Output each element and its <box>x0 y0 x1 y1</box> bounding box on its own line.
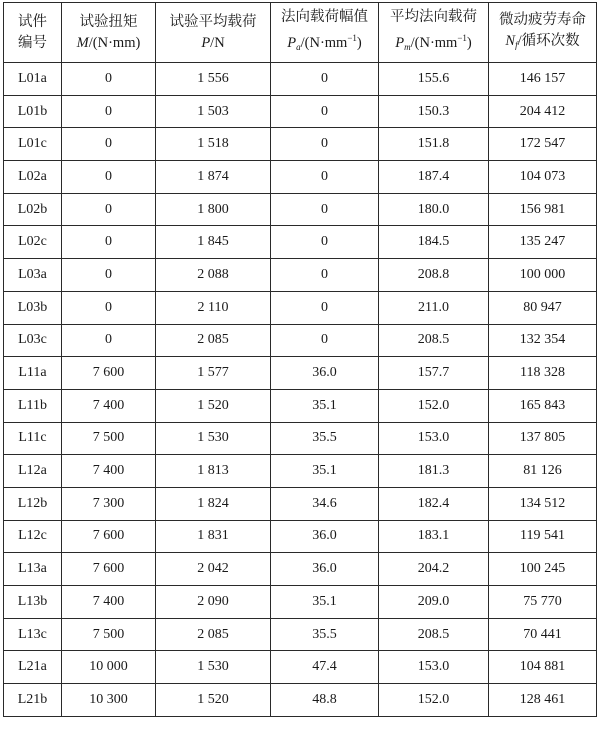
table-row <box>4 487 597 520</box>
header-specimen-id <box>4 3 62 63</box>
cell-mean-load: 1 556 <box>156 63 271 96</box>
cell-torque: 10 000 <box>62 651 156 684</box>
cell-fatigue-life: 146 157 <box>489 63 597 96</box>
cell-mean-load: 1 813 <box>156 455 271 488</box>
table-row <box>4 259 597 292</box>
cell-specimen-id: L21b <box>4 684 62 717</box>
cell-mean-load: 1 831 <box>156 520 271 553</box>
cell-specimen-id: L12c <box>4 520 62 553</box>
cell-torque: 7 600 <box>62 553 156 586</box>
cell-specimen-id: L11b <box>4 389 62 422</box>
header-superscript: −1 <box>457 33 467 43</box>
cell-mean-load: 1 530 <box>156 422 271 455</box>
header-subscript: a <box>296 42 301 52</box>
cell-mean-normal-load: 152.0 <box>379 684 489 717</box>
cell-mean-load: 2 042 <box>156 553 271 586</box>
cell-specimen-id: L01a <box>4 63 62 96</box>
cell-fatigue-life: 134 512 <box>489 487 597 520</box>
header-torque <box>62 3 156 63</box>
table-row <box>4 586 597 619</box>
cell-torque: 7 600 <box>62 357 156 390</box>
cell-mean-normal-load: 182.4 <box>379 487 489 520</box>
cell-specimen-id: L03b <box>4 291 62 324</box>
table-row <box>4 422 597 455</box>
cell-mean-normal-load: 151.8 <box>379 128 489 161</box>
table-row <box>4 684 597 717</box>
table-row <box>4 553 597 586</box>
table-row <box>4 226 597 259</box>
cell-specimen-id: L12a <box>4 455 62 488</box>
cell-fatigue-life: 135 247 <box>489 226 597 259</box>
cell-specimen-id: L13c <box>4 618 62 651</box>
cell-fatigue-life: 118 328 <box>489 357 597 390</box>
cell-mean-normal-load: 150.3 <box>379 95 489 128</box>
cell-fatigue-life: 100 000 <box>489 259 597 292</box>
cell-load-amplitude: 35.5 <box>271 618 379 651</box>
cell-torque: 0 <box>62 291 156 324</box>
header-unit: /N <box>210 34 225 51</box>
table-body <box>4 63 597 717</box>
cell-mean-normal-load: 208.5 <box>379 324 489 357</box>
cell-mean-normal-load: 181.3 <box>379 455 489 488</box>
table-row <box>4 324 597 357</box>
cell-specimen-id: L02b <box>4 193 62 226</box>
cell-specimen-id: L21a <box>4 651 62 684</box>
cell-fatigue-life: 81 126 <box>489 455 597 488</box>
header-mean-normal-load <box>379 3 489 63</box>
header-subscript: f <box>515 39 518 50</box>
table-row <box>4 128 597 161</box>
cell-fatigue-life: 165 843 <box>489 389 597 422</box>
cell-specimen-id: L12b <box>4 487 62 520</box>
table-row <box>4 520 597 553</box>
header-symbol: P <box>395 35 405 51</box>
cell-mean-load: 2 085 <box>156 618 271 651</box>
cell-mean-normal-load: 209.0 <box>379 586 489 619</box>
cell-mean-normal-load: 153.0 <box>379 422 489 455</box>
cell-load-amplitude: 36.0 <box>271 520 379 553</box>
table-row <box>4 291 597 324</box>
cell-torque: 0 <box>62 259 156 292</box>
cell-load-amplitude: 35.5 <box>271 422 379 455</box>
cell-torque: 7 400 <box>62 455 156 488</box>
cell-specimen-id: L03c <box>4 324 62 357</box>
table-row <box>4 161 597 194</box>
cell-mean-normal-load: 183.1 <box>379 520 489 553</box>
header-normal-load-amplitude <box>271 3 379 63</box>
cell-load-amplitude: 0 <box>271 128 379 161</box>
cell-mean-normal-load: 208.8 <box>379 259 489 292</box>
cell-torque: 10 300 <box>62 684 156 717</box>
cell-specimen-id: L11a <box>4 357 62 390</box>
header-line1: 微动疲劳寿命 <box>499 11 586 28</box>
cell-specimen-id: L02a <box>4 161 62 194</box>
header-line2 <box>62 33 155 54</box>
header-unit: /(N·mm <box>410 35 458 51</box>
cell-mean-load: 2 110 <box>156 291 271 324</box>
cell-mean-load: 1 503 <box>156 95 271 128</box>
cell-mean-load: 1 800 <box>156 193 271 226</box>
cell-specimen-id: L01c <box>4 128 62 161</box>
cell-mean-normal-load: 211.0 <box>379 291 489 324</box>
cell-mean-load: 1 824 <box>156 487 271 520</box>
cell-load-amplitude: 34.6 <box>271 487 379 520</box>
table-row <box>4 618 597 651</box>
cell-fatigue-life: 70 441 <box>489 618 597 651</box>
cell-mean-load: 1 520 <box>156 684 271 717</box>
cell-torque: 7 500 <box>62 618 156 651</box>
cell-mean-load: 1 845 <box>156 226 271 259</box>
table-row <box>4 95 597 128</box>
cell-fatigue-life: 75 770 <box>489 586 597 619</box>
header-mean-load <box>156 3 271 63</box>
cell-fatigue-life: 156 981 <box>489 193 597 226</box>
cell-mean-normal-load: 204.2 <box>379 553 489 586</box>
cell-mean-normal-load: 180.0 <box>379 193 489 226</box>
cell-load-amplitude: 0 <box>271 324 379 357</box>
cell-torque: 0 <box>62 128 156 161</box>
cell-load-amplitude: 0 <box>271 291 379 324</box>
cell-fatigue-life: 128 461 <box>489 684 597 717</box>
header-symbol: P <box>287 35 297 51</box>
cell-torque: 0 <box>62 226 156 259</box>
cell-fatigue-life: 104 073 <box>489 161 597 194</box>
cell-fatigue-life: 119 541 <box>489 520 597 553</box>
header-line1: 法向载荷幅值 <box>281 9 368 25</box>
header-superscript: −1 <box>347 33 357 43</box>
cell-load-amplitude: 0 <box>271 193 379 226</box>
fretting-fatigue-table <box>3 2 597 717</box>
header-line2 <box>489 31 596 56</box>
cell-specimen-id: L01b <box>4 95 62 128</box>
cell-torque: 7 500 <box>62 422 156 455</box>
header-symbol: P <box>201 34 211 51</box>
cell-fatigue-life: 132 354 <box>489 324 597 357</box>
header-fatigue-life <box>489 3 597 63</box>
cell-load-amplitude: 36.0 <box>271 357 379 390</box>
cell-mean-normal-load: 184.5 <box>379 226 489 259</box>
cell-mean-load: 1 530 <box>156 651 271 684</box>
cell-mean-load: 2 088 <box>156 259 271 292</box>
cell-fatigue-life: 100 245 <box>489 553 597 586</box>
cell-fatigue-life: 172 547 <box>489 128 597 161</box>
cell-mean-normal-load: 153.0 <box>379 651 489 684</box>
cell-load-amplitude: 0 <box>271 161 379 194</box>
table-row <box>4 651 597 684</box>
cell-mean-load: 1 874 <box>156 161 271 194</box>
header-line2 <box>379 28 488 58</box>
cell-mean-normal-load: 208.5 <box>379 618 489 651</box>
cell-mean-normal-load: 187.4 <box>379 161 489 194</box>
table-row <box>4 389 597 422</box>
cell-torque: 7 400 <box>62 586 156 619</box>
cell-load-amplitude: 0 <box>271 226 379 259</box>
header-symbol: N <box>505 32 516 49</box>
table-row <box>4 63 597 96</box>
cell-mean-load: 1 518 <box>156 128 271 161</box>
cell-torque: 7 600 <box>62 520 156 553</box>
cell-mean-load: 1 577 <box>156 357 271 390</box>
header-row <box>4 3 597 63</box>
cell-mean-normal-load: 155.6 <box>379 63 489 96</box>
cell-torque: 7 400 <box>62 389 156 422</box>
cell-mean-load: 2 090 <box>156 586 271 619</box>
cell-load-amplitude: 0 <box>271 63 379 96</box>
cell-mean-load: 1 520 <box>156 389 271 422</box>
header-unit: /(N·mm <box>300 35 348 51</box>
cell-specimen-id: L13b <box>4 586 62 619</box>
header-unit: /(N·mm) <box>88 34 141 51</box>
header-line1: 试验平均载荷 <box>169 13 257 30</box>
header-subscript: m <box>404 42 411 52</box>
cell-torque: 0 <box>62 193 156 226</box>
table-row <box>4 193 597 226</box>
cell-mean-normal-load: 157.7 <box>379 357 489 390</box>
cell-load-amplitude: 0 <box>271 259 379 292</box>
header-line2 <box>156 33 270 54</box>
cell-specimen-id: L02c <box>4 226 62 259</box>
cell-fatigue-life: 80 947 <box>489 291 597 324</box>
cell-fatigue-life: 104 881 <box>489 651 597 684</box>
header-unit-close: ) <box>466 35 472 51</box>
cell-fatigue-life: 137 805 <box>489 422 597 455</box>
table-row <box>4 357 597 390</box>
cell-load-amplitude: 35.1 <box>271 586 379 619</box>
cell-specimen-id: L11c <box>4 422 62 455</box>
header-unit: /循环次数 <box>517 32 580 49</box>
header-line1: 试验扭矩 <box>79 13 138 30</box>
header-unit: 编号 <box>18 34 47 51</box>
cell-fatigue-life: 204 412 <box>489 95 597 128</box>
header-line2 <box>271 28 378 58</box>
header-symbol: M <box>76 34 89 51</box>
cell-torque: 0 <box>62 324 156 357</box>
header-line1: 试件 <box>18 13 47 30</box>
cell-mean-load: 2 085 <box>156 324 271 357</box>
header-line2 <box>4 33 61 54</box>
cell-specimen-id: L03a <box>4 259 62 292</box>
cell-torque: 0 <box>62 95 156 128</box>
header-unit-close: ) <box>356 35 362 51</box>
cell-mean-normal-load: 152.0 <box>379 389 489 422</box>
cell-load-amplitude: 35.1 <box>271 455 379 488</box>
cell-load-amplitude: 36.0 <box>271 553 379 586</box>
cell-load-amplitude: 47.4 <box>271 651 379 684</box>
cell-torque: 0 <box>62 161 156 194</box>
header-line1: 平均法向载荷 <box>390 9 477 25</box>
cell-torque: 0 <box>62 63 156 96</box>
cell-specimen-id: L13a <box>4 553 62 586</box>
cell-load-amplitude: 48.8 <box>271 684 379 717</box>
cell-torque: 7 300 <box>62 487 156 520</box>
cell-load-amplitude: 35.1 <box>271 389 379 422</box>
table-row <box>4 455 597 488</box>
cell-load-amplitude: 0 <box>271 95 379 128</box>
